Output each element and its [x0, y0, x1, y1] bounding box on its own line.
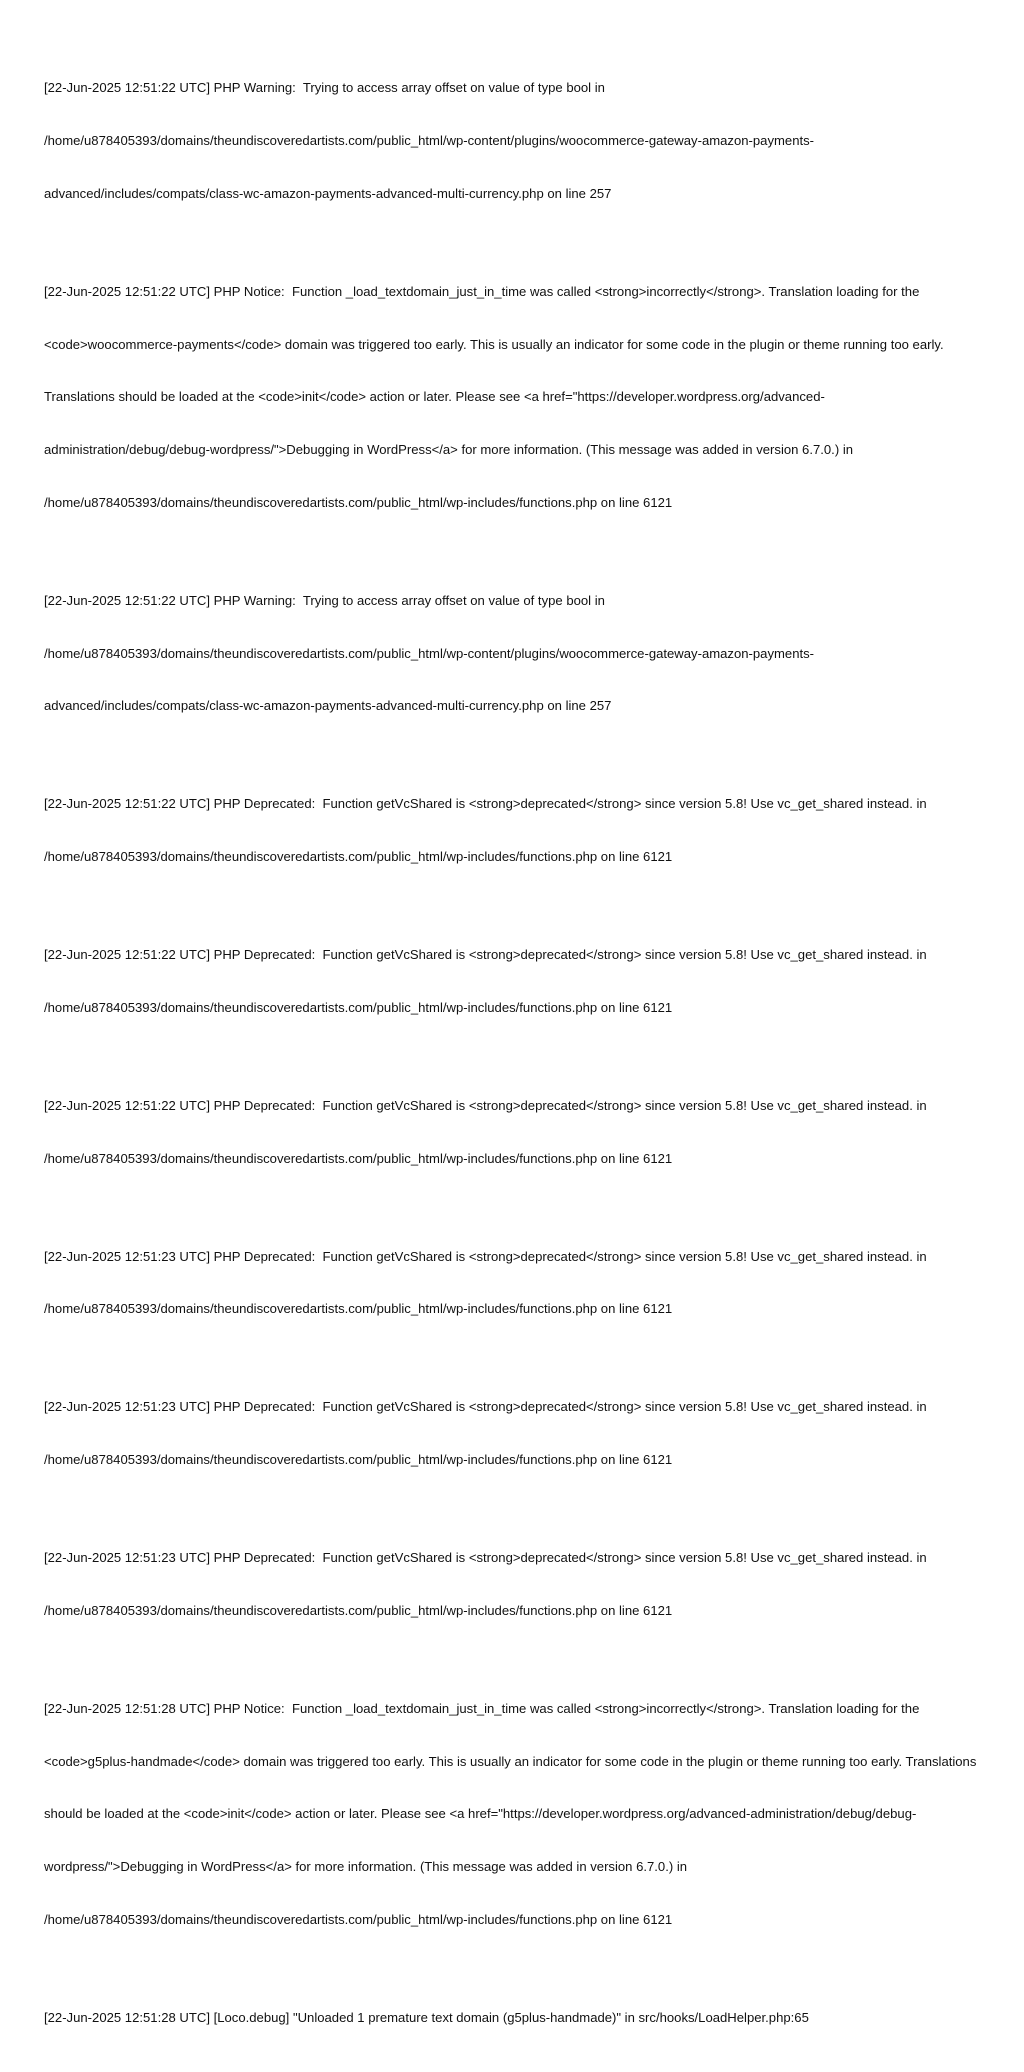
- log-line: [22-Jun-2025 12:51:22 UTC] PHP Deprecated: Function getVcShared is <strong>deprecated</strong> since version 5.8! Use vc_get_shared instead. in: [44, 1097, 927, 1113]
- log-entry: [44, 911, 984, 1052]
- log-line: /home/u878405393/domains/theundiscoveredartists.com/public_html/wp-includes/functions.php on line 6121: [44, 1452, 673, 1468]
- log-entry: [44, 557, 984, 751]
- log-line: [22-Jun-2025 12:51:22 UTC] PHP Warning: Trying to access array offset on value of type bool in: [44, 80, 605, 96]
- log-output: [44, 44, 984, 2072]
- log-line: advanced/includes/compats/class-wc-amazon-payments-advanced-multi-currency.php on line 257: [44, 698, 612, 714]
- log-line: [22-Jun-2025 12:51:28 UTC] [Loco.debug] "Unloaded 1 premature text domain (g5plus-handmade)" in src/hooks/LoadHelper.php:65: [44, 2009, 809, 2025]
- log-entry: [44, 1665, 984, 1964]
- log-line: [22-Jun-2025 12:51:23 UTC] PHP Deprecated: Function getVcShared is <strong>deprecated</strong> since version 5.8! Use vc_get_shared instead. in: [44, 1550, 927, 1566]
- log-line: administration/debug/debug-wordpress/">Debugging in WordPress</a> for more information. (This message was added in version 6.7.0.) in: [44, 442, 854, 458]
- log-entry: [44, 1974, 984, 2062]
- log-line: Translations should be loaded at the <code>init</code> action or later. Please see <a href="https://developer.wordpress.org/advanced-: [44, 389, 825, 405]
- log-entry: [44, 760, 984, 901]
- log-line: [22-Jun-2025 12:51:22 UTC] PHP Deprecated: Function getVcShared is <strong>deprecated</strong> since version 5.8! Use vc_get_shared instead. in: [44, 947, 927, 963]
- log-line: [22-Jun-2025 12:51:22 UTC] PHP Warning: Trying to access array offset on value of type bool in: [44, 592, 605, 608]
- log-entry: [44, 1514, 984, 1655]
- log-line: [22-Jun-2025 12:51:23 UTC] PHP Deprecated: Function getVcShared is <strong>deprecated</strong> since version 5.8! Use vc_get_shared instead. in: [44, 1248, 927, 1264]
- log-line: <code>g5plus-handmade</code> domain was triggered too early. This is usually an indicator for some code in the plugin or theme running too early. Translations: [44, 1753, 977, 1769]
- log-line: /home/u878405393/domains/theundiscoveredartists.com/public_html/wp-includes/functions.php on line 6121: [44, 1602, 673, 1618]
- log-line: [22-Jun-2025 12:51:28 UTC] PHP Notice: Function _load_textdomain_just_in_time was called <strong>incorrectly</strong>. Translation loading for the: [44, 1700, 920, 1716]
- log-entry: [44, 1212, 984, 1353]
- log-entry: [44, 248, 984, 547]
- log-line: [22-Jun-2025 12:51:22 UTC] PHP Deprecated: Function getVcShared is <strong>deprecated</strong> since version 5.8! Use vc_get_shared instead. in: [44, 796, 927, 812]
- log-entry: [44, 1062, 984, 1203]
- log-line: wordpress/">Debugging in WordPress</a> for more information. (This message was added in version 6.7.0.) in: [44, 1859, 688, 1875]
- log-line: advanced/includes/compats/class-wc-amazon-payments-advanced-multi-currency.php on line 257: [44, 185, 612, 201]
- log-line: /home/u878405393/domains/theundiscoveredartists.com/public_html/wp-content/plugins/woocommerce-gateway-amazon-payments-: [44, 645, 815, 661]
- log-line: /home/u878405393/domains/theundiscoveredartists.com/public_html/wp-includes/functions.php on line 6121: [44, 1301, 673, 1317]
- log-line: [22-Jun-2025 12:51:23 UTC] PHP Deprecated: Function getVcShared is <strong>deprecated</strong> since version 5.8! Use vc_get_shared instead. in: [44, 1399, 927, 1415]
- log-line: should be loaded at the <code>init</code> action or later. Please see <a href="https://developer.wordpress.org/advanced-administration/debug/debug-: [44, 1806, 917, 1822]
- log-line: /home/u878405393/domains/theundiscoveredartists.com/public_html/wp-includes/functions.php on line 6121: [44, 494, 673, 510]
- log-line: /home/u878405393/domains/theundiscoveredartists.com/public_html/wp-includes/functions.php on line 6121: [44, 849, 673, 865]
- log-entry: [44, 44, 984, 238]
- log-line: <code>woocommerce-payments</code> domain was triggered too early. This is usually an indicator for some code in the plugin or theme running too early.: [44, 336, 944, 352]
- log-line: /home/u878405393/domains/theundiscoveredartists.com/public_html/wp-content/plugins/woocommerce-gateway-amazon-payments-: [44, 132, 815, 148]
- log-line: /home/u878405393/domains/theundiscoveredartists.com/public_html/wp-includes/functions.php on line 6121: [44, 1911, 673, 1927]
- log-line: [22-Jun-2025 12:51:22 UTC] PHP Notice: Function _load_textdomain_just_in_time was called <strong>incorrectly</strong>. Translation loading for the: [44, 283, 920, 299]
- log-line: /home/u878405393/domains/theundiscoveredartists.com/public_html/wp-includes/functions.php on line 6121: [44, 1150, 673, 1166]
- log-entry: [44, 1363, 984, 1504]
- log-line: /home/u878405393/domains/theundiscoveredartists.com/public_html/wp-includes/functions.php on line 6121: [44, 999, 673, 1015]
